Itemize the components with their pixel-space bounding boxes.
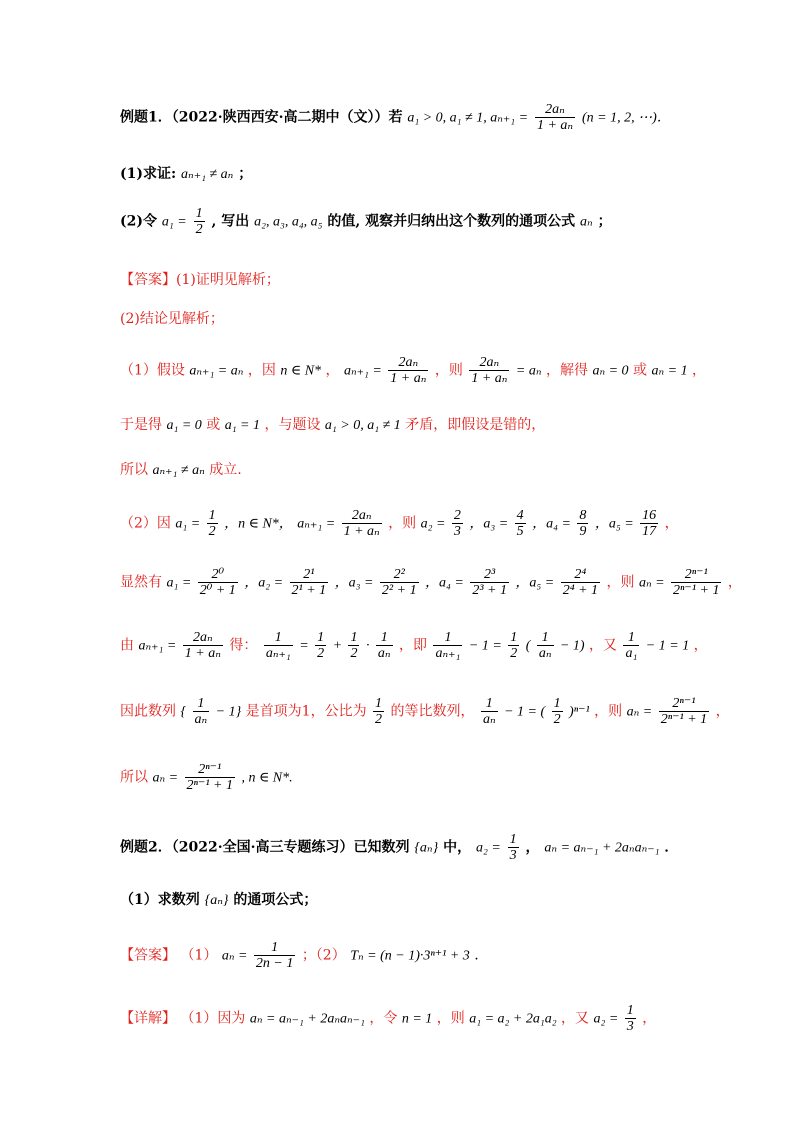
proof-text: ，: [715, 703, 730, 720]
fraction-denominator: 1 + aₙ: [536, 118, 574, 133]
fraction-denominator: 3: [626, 1019, 634, 1034]
fraction-numerator: 1: [510, 630, 518, 645]
punctuation: ；: [597, 213, 612, 230]
proof-text: ，: [727, 574, 742, 591]
question2-text-2: 的值, 观察并归纳出这个数列的通项公式: [327, 213, 576, 230]
fraction-numerator: 2⁰: [211, 567, 225, 582]
fraction: [640, 508, 658, 539]
fraction-numerator: 2²: [393, 567, 405, 582]
math-expr: aₙ₊₁ =: [343, 363, 382, 379]
fraction-denominator: 2: [510, 646, 518, 661]
fraction: [198, 567, 238, 598]
proof1-line1: [120, 355, 706, 386]
proof2-line4: [120, 696, 730, 727]
math-expr: a₂ =: [593, 1011, 619, 1027]
fraction-denominator: aₙ: [538, 646, 552, 661]
detail-text: ，则: [436, 1010, 465, 1027]
fraction: [348, 630, 359, 661]
fraction-numerator: 2aₙ: [545, 102, 565, 117]
fraction-numerator: 2ⁿ⁻¹: [684, 567, 708, 582]
math-expr: a₁ = 0: [166, 418, 202, 433]
detail-tag: 【详解】: [120, 1010, 176, 1027]
fraction-denominator: 9: [579, 524, 587, 539]
fraction: [552, 696, 563, 727]
fraction-denominator: aₙ₊₁: [265, 646, 291, 661]
proof2-line5: [120, 762, 293, 793]
answer-text: ；（2）: [301, 947, 346, 964]
question1-label: (1)求证:: [120, 166, 177, 182]
punctuation: ；: [238, 166, 253, 182]
math-expr: a₂ =: [420, 516, 446, 532]
math-expr: ，a₃ =: [334, 575, 374, 591]
math-expr: − 1): [559, 638, 585, 654]
math-expr: − 1 = (: [504, 704, 546, 720]
fraction: [183, 630, 223, 661]
math-expr: a₁ = a₂ + 2a₁a₂: [469, 1011, 557, 1027]
proof-text: 矛盾，即假设是错的，: [405, 417, 546, 433]
proof-text: ，: [664, 515, 679, 532]
question1-line: [120, 163, 252, 183]
fraction-numerator: 1: [317, 630, 325, 645]
fraction-denominator: 3: [453, 524, 461, 539]
example2-text: 中，: [443, 839, 472, 856]
fraction: [577, 508, 588, 539]
fraction: [315, 630, 326, 661]
fraction: [659, 696, 709, 727]
detail-text: ，: [642, 1010, 657, 1027]
fraction-numerator: 1: [271, 940, 279, 955]
math-expr: ，a₄ =: [532, 516, 571, 532]
fraction: [671, 567, 721, 598]
example1-condition: a₁ > 0, a₁ ≠ 1, aₙ₊₁ =: [407, 110, 529, 126]
example2-text: ，: [525, 839, 540, 856]
answer-text: .: [474, 947, 479, 964]
proof-text: 由: [120, 637, 134, 654]
math-expr: +: [332, 638, 343, 654]
fraction-denominator: 17: [642, 524, 657, 539]
fraction: [452, 508, 463, 539]
answer-tag: 【答案】: [120, 272, 176, 288]
proof1-line3: [120, 459, 242, 479]
fraction-denominator: 2: [375, 712, 383, 727]
math-expr: ，a₄ =: [425, 575, 464, 591]
fraction-denominator: 2³ + 1: [472, 583, 507, 598]
fraction: [254, 940, 295, 971]
proof-text: ，因: [247, 362, 276, 379]
math-expr: aₙ =: [638, 575, 665, 591]
math-expr: − 1 = 1: [645, 638, 690, 654]
answer-text: （1）: [180, 947, 218, 964]
fraction: [625, 1003, 636, 1034]
example1-header: 例题1．（2022·陕西西安·高二期中（文））若: [120, 109, 403, 126]
example2-header: 例题2．（2022·全国·高三专题练习）已知数列: [120, 839, 410, 856]
fraction-denominator: 2ⁿ⁻¹ + 1: [660, 712, 708, 727]
fraction: [388, 355, 428, 386]
answer1-line: [120, 269, 280, 289]
math-expr: a₁ =: [166, 575, 192, 591]
fraction-denominator: 2¹ + 1: [291, 583, 327, 598]
example1-line: [120, 102, 671, 133]
proof-text: ，则: [434, 362, 463, 379]
fraction-numerator: 2⁴: [574, 567, 587, 582]
fraction-numerator: 1: [485, 696, 493, 711]
math-an: aₙ: [580, 214, 593, 230]
fraction-numerator: 2ⁿ⁻¹: [198, 762, 222, 777]
proof-text: 因此数列: [120, 703, 176, 720]
math-terms: a₂, a₃, a₄, a₅: [254, 214, 323, 230]
example2-question1: [120, 889, 317, 909]
math-expr: , n ∈ N*.: [241, 770, 293, 786]
proof-text: 所以: [120, 462, 148, 478]
example2-line: [120, 832, 678, 863]
fraction: [508, 630, 519, 661]
fraction-numerator: 1: [375, 696, 383, 711]
math-expr: − 1 =: [468, 638, 502, 654]
answer1-part2: (2)结论见解析；: [120, 311, 224, 327]
fraction: [433, 630, 462, 661]
math-expr: ，a₃ =: [469, 516, 509, 532]
proof-text: 是首项为1，公比为: [245, 703, 367, 720]
proof-text: 显然有: [120, 574, 162, 591]
example1-fraction: [535, 102, 575, 133]
fraction-numerator: 4: [516, 508, 524, 523]
answer1-line2: [120, 308, 224, 328]
math-expr: = aₙ: [515, 363, 542, 379]
math-expr: n = 1: [401, 1011, 433, 1027]
proof-text: ，: [693, 637, 708, 654]
fraction-numerator: 1: [444, 630, 452, 645]
math-expr: )ⁿ⁻¹: [569, 704, 590, 720]
math-expr: aₙ = 0: [592, 363, 629, 379]
fraction: [373, 696, 384, 727]
answer-tag: 【答案】: [120, 947, 176, 964]
fraction-one-half: [194, 206, 205, 237]
proof2-line1: [120, 508, 679, 539]
math-expr: a₁ = 1: [224, 418, 261, 433]
math-a1: a₁ =: [161, 214, 187, 230]
fraction-numerator: 2³: [484, 567, 496, 582]
proof-text: 得：: [229, 637, 258, 654]
math-expr: aₙ = aₙ₋₁ + 2aₙaₙ₋₁: [249, 1011, 365, 1027]
fraction-denominator: 5: [516, 524, 524, 539]
fraction-denominator: 1 + aₙ: [390, 371, 427, 386]
proof-text: （1）假设: [120, 362, 185, 379]
fraction-numerator: 1: [553, 696, 561, 711]
proof-text: 所以: [120, 769, 148, 786]
fraction-denominator: 2: [553, 712, 561, 727]
math-expr: aₙ =: [221, 948, 248, 964]
fraction-denominator: aₙ: [377, 646, 391, 661]
example1-condition-tail: (n = 1, 2, ⋯)．: [581, 110, 671, 126]
fraction-denominator: aₙ: [482, 712, 496, 727]
answer2-line: [120, 940, 479, 971]
fraction-denominator: 2ⁿ⁻¹ + 1: [186, 778, 233, 793]
fraction-denominator: 2n − 1: [255, 956, 294, 971]
proof-text: 于是得: [120, 417, 162, 433]
math-expr: ，n ∈ N*，: [224, 516, 293, 532]
math-expr: ，a₅ =: [515, 575, 555, 591]
fraction-numerator: 2aₙ: [193, 630, 213, 645]
fraction: [342, 508, 382, 539]
proof-text: （2）因: [120, 515, 171, 532]
question2-label: (2)令: [120, 213, 157, 230]
proof-text: ，则: [594, 703, 623, 720]
fraction-denominator: 3: [509, 848, 517, 863]
fraction-numerator: 1: [627, 630, 635, 645]
fraction-numerator: 1: [350, 630, 358, 645]
proof-text: ，解得: [545, 362, 588, 379]
proof-text: ，则: [388, 515, 417, 532]
math-expr: aₙ = 1: [651, 363, 688, 379]
fraction: [515, 508, 526, 539]
math-expr: aₙ = aₙ₋₁ + 2aₙaₙ₋₁: [544, 840, 660, 856]
proof-text: 成立.: [209, 462, 242, 478]
detail-text: （1）因为: [180, 1010, 246, 1027]
fraction-denominator: 2: [317, 646, 325, 661]
proof2-line2: [120, 567, 742, 598]
math-expr: {aₙ}: [204, 893, 229, 908]
proof-text: 或: [206, 417, 221, 433]
fraction-denominator: aₙ₊₁: [435, 646, 461, 661]
fraction-numerator: 1: [626, 1003, 634, 1018]
proof-text: ，: [692, 362, 707, 379]
fraction-numerator: 2aₙ: [479, 355, 500, 370]
math-expr: =: [299, 638, 309, 654]
math-expr: aₙ₊₁ =: [138, 638, 177, 654]
fraction: [264, 630, 293, 661]
math-expr: {aₙ}: [414, 840, 439, 856]
proof-text: ，与题设: [264, 417, 321, 433]
detail2-line: [120, 1003, 656, 1034]
math-expr: a₁ > 0, a₁ ≠ 1: [324, 418, 401, 433]
fraction: [623, 630, 639, 661]
fraction-numerator: 2ⁿ⁻¹: [672, 696, 696, 711]
fraction: [376, 630, 393, 661]
fraction-denominator: 2² + 1: [381, 583, 417, 598]
math-expr: aₙ₊₁ ≠ aₙ: [152, 463, 205, 478]
fraction-denominator: 2: [195, 222, 203, 237]
fraction: [185, 762, 235, 793]
fraction-numerator: 1: [197, 696, 205, 711]
proof-text: ，又: [589, 637, 618, 654]
proof-text: ，: [325, 362, 340, 379]
fraction-numerator: 8: [579, 508, 587, 523]
fraction-numerator: 1: [541, 630, 549, 645]
math-expr: aₙ₊₁ =: [297, 516, 336, 532]
fraction: [508, 832, 519, 863]
fraction-denominator: a₁: [625, 646, 638, 661]
fraction-numerator: 1: [274, 630, 282, 645]
question1-math: aₙ₊₁ ≠ aₙ: [181, 167, 234, 182]
fraction-denominator: aₙ: [194, 712, 208, 727]
fraction: [469, 355, 509, 386]
answer1-part1: (1)证明见解析；: [176, 272, 280, 288]
fraction-denominator: 2⁰ + 1: [199, 583, 236, 598]
fraction: [193, 696, 210, 727]
proof-text: 的等比数列，: [390, 703, 475, 720]
math-expr: aₙ =: [626, 704, 653, 720]
math-expr: a₂ =: [475, 840, 501, 856]
fraction-denominator: 2⁴ + 1: [562, 583, 599, 598]
fraction-numerator: 16: [642, 508, 657, 523]
math-expr: aₙ₊₁ = aₙ: [189, 363, 244, 379]
fraction-denominator: 2ⁿ⁻¹ + 1: [673, 583, 720, 598]
math-expr: ，a₅ =: [594, 516, 634, 532]
math-expr: ，a₂ =: [244, 575, 284, 591]
detail-text: ，又: [561, 1010, 590, 1027]
fraction-denominator: 1 + aₙ: [343, 524, 380, 539]
fraction-numerator: 2: [453, 508, 461, 523]
math-expr: n ∈ N*: [280, 363, 322, 379]
fraction-denominator: 1 + aₙ: [184, 646, 221, 661]
fraction-numerator: 1: [195, 206, 203, 221]
proof-text: 或: [633, 362, 648, 379]
fraction-numerator: 1: [208, 508, 216, 523]
proof1-line2: [120, 414, 545, 434]
math-expr: {: [180, 704, 187, 720]
fraction-numerator: 1: [509, 832, 517, 847]
fraction: [537, 630, 554, 661]
question2-text: , 写出: [211, 213, 250, 230]
math-expr: Tₙ = (n − 1)·3ⁿ⁺¹ + 3: [350, 948, 470, 964]
proof-text: ，即: [399, 637, 428, 654]
fraction-numerator: 1: [380, 630, 388, 645]
fraction-numerator: 2aₙ: [351, 508, 372, 523]
math-expr: − 1}: [215, 704, 242, 720]
proof2-line3: [120, 630, 708, 661]
fraction-denominator: 2: [350, 646, 358, 661]
fraction: [561, 567, 600, 598]
proof-text: ，则: [606, 574, 635, 591]
fraction-denominator: 1 + aₙ: [471, 371, 508, 386]
fraction: [380, 567, 419, 598]
fraction: [470, 567, 509, 598]
fraction: [481, 696, 498, 727]
fraction: [290, 567, 329, 598]
example2-text: ．: [664, 839, 679, 856]
fraction-denominator: 2: [208, 524, 216, 539]
example2-text: （1）求数列: [120, 892, 200, 908]
example2-text: 的通项公式；: [233, 892, 318, 908]
question2-line: [120, 206, 612, 237]
fraction: [207, 508, 218, 539]
math-expr: a₁ =: [175, 516, 201, 532]
math-expr: aₙ =: [152, 770, 179, 786]
math-expr: (: [525, 638, 531, 654]
fraction-numerator: 2aₙ: [398, 355, 419, 370]
detail-text: ，令: [369, 1010, 398, 1027]
math-expr: ·: [365, 638, 370, 654]
fraction-numerator: 2¹: [303, 567, 315, 582]
